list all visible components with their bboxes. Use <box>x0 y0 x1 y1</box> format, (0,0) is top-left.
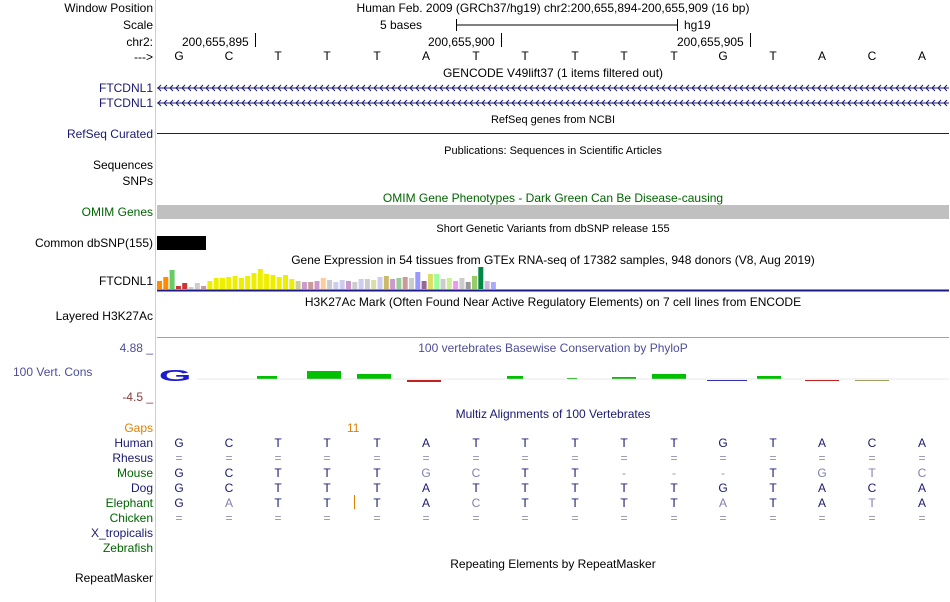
omim-label[interactable]: OMIM Genes <box>81 205 153 219</box>
gtex-tissue-bar[interactable] <box>403 277 408 289</box>
base: T <box>472 49 480 63</box>
alignment-base: = <box>769 451 777 465</box>
alignment-base: T <box>274 436 282 450</box>
alignment-base: = <box>719 451 727 465</box>
tick-mark-2 <box>501 33 502 47</box>
alignment-base: T <box>868 496 876 510</box>
gtex-tissue-bar[interactable] <box>447 278 452 289</box>
alignment-base: G <box>174 466 184 480</box>
gaps-value: 11 <box>347 421 360 435</box>
refseq-feature[interactable] <box>157 133 949 134</box>
alignment-base: A <box>421 481 430 495</box>
window-position-value: Human Feb. 2009 (GRCh37/hg19) chr2:200,655,894-200,655,909 (16 bp) <box>356 1 750 15</box>
gtex-tissue-bar[interactable] <box>207 281 212 289</box>
alignment-base: T <box>769 436 777 450</box>
alignment-base: T <box>620 436 628 450</box>
base: G <box>718 49 728 63</box>
alignment-base: C <box>867 481 877 495</box>
alignment-base: A <box>917 481 926 495</box>
tick-label-3: 200,655,905 <box>677 35 744 49</box>
species-label-elephant[interactable]: Elephant <box>105 496 153 510</box>
gtex-expression-bars[interactable] <box>157 266 949 292</box>
alignment-base: T <box>373 496 381 510</box>
alignment-base: T <box>620 481 628 495</box>
alignment-base: = <box>769 511 777 525</box>
gtex-tissue-bar[interactable] <box>233 276 238 289</box>
dbsnp-label[interactable]: Common dbSNP(155) <box>34 236 153 250</box>
alignment-base: G <box>817 466 827 480</box>
repeatmasker-label[interactable]: RepeatMasker <box>74 571 153 585</box>
species-label-human[interactable]: Human <box>114 436 153 450</box>
alignment-base: = <box>868 511 876 525</box>
alignment-base: = <box>175 451 183 465</box>
phylop-ymin: -4.5 _ <box>122 390 153 404</box>
alignment-base: C <box>471 466 481 480</box>
tick-label-2: 200,655,900 <box>428 35 495 49</box>
alignment-base: T <box>769 466 777 480</box>
gtex-tissue-bar[interactable] <box>459 278 464 289</box>
gtex-tissue-bar[interactable] <box>390 279 395 289</box>
alignment-base: C <box>224 466 234 480</box>
refseq-track-title: RefSeq genes from NCBI <box>490 114 616 126</box>
alignment-base: T <box>571 481 579 495</box>
scale-value: 5 bases <box>380 18 423 32</box>
alignment-base: = <box>225 511 233 525</box>
alignment-base: T <box>323 436 331 450</box>
scale-label: Scale <box>122 18 153 32</box>
alignment-base: = <box>472 511 480 525</box>
alignment-base: = <box>521 451 529 465</box>
alignment-base: A <box>421 436 430 450</box>
gtex-tissue-bar[interactable] <box>409 278 414 289</box>
gtex-tissue-bar[interactable] <box>346 281 351 289</box>
alignment-base: C <box>471 496 481 510</box>
alignment-base: C <box>867 436 877 450</box>
alignment-base: T <box>373 436 381 450</box>
gtex-tissue-bar[interactable] <box>245 276 250 289</box>
alignment-base: T <box>323 481 331 495</box>
alignment-base: = <box>422 451 430 465</box>
species-label-zebrafish[interactable]: Zebrafish <box>102 541 153 555</box>
base: T <box>521 49 529 63</box>
publications-sequences-label[interactable]: Sequences <box>92 158 153 172</box>
gtex-tissue-bar[interactable] <box>491 282 496 289</box>
gtex-tissue-bar[interactable] <box>277 277 282 289</box>
repeatmasker-track-title: Repeating Elements by RepeatMasker <box>450 557 656 571</box>
alignment-base: = <box>274 511 282 525</box>
gtex-tissue-bar[interactable] <box>170 270 175 289</box>
alignment-base: C <box>224 436 234 450</box>
gtex-tissue-bar[interactable] <box>321 278 326 289</box>
alignment-base: T <box>521 496 529 510</box>
alignment-base: - <box>721 466 725 480</box>
gtex-tissue-bar[interactable] <box>384 276 389 289</box>
alignment-base: T <box>769 496 777 510</box>
gtex-tissue-bar[interactable] <box>252 273 257 289</box>
alignment-base: T <box>769 481 777 495</box>
base: C <box>224 49 234 63</box>
alignment-base: T <box>521 481 529 495</box>
gtex-tissue-bar[interactable] <box>270 275 275 289</box>
species-label-chicken[interactable]: Chicken <box>109 511 153 525</box>
gtex-tissue-bar[interactable] <box>302 282 307 289</box>
gtex-tissue-bar[interactable] <box>472 276 477 289</box>
alignment-base: T <box>521 436 529 450</box>
phylop-track-title: 100 vertebrates Basewise Conservation by PhyloP <box>418 341 688 355</box>
alignment-base: = <box>620 511 628 525</box>
gtex-tissue-bar[interactable] <box>157 281 162 289</box>
base-sequence <box>0 49 950 63</box>
alignment-base: = <box>323 451 331 465</box>
alignment-base: T <box>571 466 579 480</box>
alignment-base: T <box>670 481 678 495</box>
alignment-base: = <box>274 451 282 465</box>
gtex-tissue-bar[interactable] <box>289 279 294 289</box>
gtex-tissue-bar[interactable] <box>485 281 490 289</box>
species-label-mouse[interactable]: Mouse <box>116 466 153 480</box>
base: G <box>174 49 184 63</box>
multiz-track-title: Multiz Alignments of 100 Vertebrates <box>455 407 651 421</box>
gtex-tissue-bar[interactable] <box>226 277 231 289</box>
gtex-tissue-bar[interactable] <box>396 278 401 289</box>
gtex-tissue-bar[interactable] <box>239 278 244 289</box>
alignment-base: G <box>174 436 184 450</box>
alignment-base: A <box>817 481 826 495</box>
alignment-base: = <box>670 511 678 525</box>
gtex-tissue-bar[interactable] <box>340 280 345 289</box>
alignment-base: G <box>718 481 728 495</box>
alignment-base: A <box>718 496 727 510</box>
alignment-base: T <box>274 466 282 480</box>
alignment-base: = <box>918 511 926 525</box>
alignment-base: C <box>917 466 927 480</box>
alignment-base: = <box>472 451 480 465</box>
phylop-conservation-plot[interactable] <box>157 362 949 392</box>
gtex-tissue-bar[interactable] <box>352 282 357 289</box>
gtex-tissue-bar[interactable] <box>315 281 320 289</box>
alignment-base: = <box>918 451 926 465</box>
gtex-tissue-bar[interactable] <box>189 287 194 289</box>
h3k27ac-track-title: H3K27Ac Mark (Often Found Near Active Regulatory Elements) on 7 cell lines from ENCODE <box>304 295 802 309</box>
alignment-base: G <box>174 481 184 495</box>
base: C <box>867 49 877 63</box>
alignment-base: A <box>917 436 926 450</box>
gtex-tissue-bar[interactable] <box>415 272 420 289</box>
gtex-tissue-bar[interactable] <box>296 281 301 289</box>
omim-track-title: OMIM Gene Phenotypes - Dark Green Can Be Disease-causing <box>382 191 724 205</box>
refseq-label[interactable]: RefSeq Curated <box>66 127 153 141</box>
phylop-ymax: 4.88 _ <box>119 341 153 355</box>
gtex-tissue-bar[interactable] <box>201 286 206 289</box>
omim-feature-bar[interactable] <box>157 205 949 219</box>
alignment-base: A <box>421 496 430 510</box>
alignment-base: G <box>718 436 728 450</box>
gtex-tissue-bar[interactable] <box>308 282 313 289</box>
h3k27ac-baseline <box>157 337 949 338</box>
alignment-base: A <box>817 436 826 450</box>
alignment-base: T <box>620 496 628 510</box>
alignment-base: T <box>323 496 331 510</box>
alignment-base: T <box>670 436 678 450</box>
gtex-tissue-bar[interactable] <box>195 283 200 289</box>
alignment-base: A <box>817 496 826 510</box>
gtex-tissue-bar[interactable] <box>163 277 168 289</box>
publications-track-title: Publications: Sequences in Scientific Articles <box>444 145 662 157</box>
chr-label: chr2: <box>126 35 153 49</box>
gtex-label[interactable]: FTCDNL1 <box>98 274 153 288</box>
tick-mark-3 <box>750 33 751 47</box>
gtex-tissue-bar[interactable] <box>453 281 458 289</box>
alignment-base: T <box>472 436 480 450</box>
alignment-base: = <box>323 511 331 525</box>
species-label-x_tropicalis[interactable]: X_tropicalis <box>90 526 153 540</box>
gencode-item-1-feature[interactable] <box>157 81 949 95</box>
gtex-tissue-bar[interactable] <box>441 279 446 289</box>
gtex-tissue-bar[interactable] <box>333 282 338 289</box>
alignment-base: G <box>421 466 431 480</box>
base: T <box>373 49 381 63</box>
species-label-rhesus[interactable]: Rhesus <box>112 451 153 465</box>
gtex-tissue-bar[interactable] <box>214 278 219 289</box>
gencode-item-2-label[interactable]: FTCDNL1 <box>98 96 153 110</box>
phylop-label[interactable]: 100 Vert. Cons <box>13 365 93 379</box>
gtex-tissue-bar[interactable] <box>422 281 427 289</box>
gaps-label[interactable]: Gaps <box>124 421 153 435</box>
alignment-base: T <box>472 481 480 495</box>
alignment-base: = <box>373 451 381 465</box>
base: A <box>421 49 430 63</box>
gtex-tissue-bar[interactable] <box>258 269 263 289</box>
base: A <box>817 49 826 63</box>
base: A <box>917 49 926 63</box>
alignment-base: = <box>868 451 876 465</box>
alignment-base: T <box>373 466 381 480</box>
base: T <box>620 49 628 63</box>
tick-label-1: 200,655,895 <box>182 35 249 49</box>
scale-assembly: hg19 <box>684 18 711 32</box>
gtex-tissue-bar[interactable] <box>378 277 383 289</box>
gtex-track-title: Gene Expression in 54 tissues from GTEx RNA-seq of 17382 samples, 948 donors (V8, Aug 2019) <box>291 253 815 267</box>
alignment-base: = <box>373 511 381 525</box>
alignment-base: = <box>620 451 628 465</box>
alignment-base: T <box>521 466 529 480</box>
window-position-label: Window Position <box>64 1 153 15</box>
alignment-base: A <box>917 496 926 510</box>
gtex-tissue-bar[interactable] <box>264 274 269 289</box>
elephant-insertion-mark <box>354 495 355 509</box>
gtex-tissue-bar[interactable] <box>365 279 370 289</box>
gtex-tissue-bar[interactable] <box>327 280 332 289</box>
alignment-base: = <box>225 451 233 465</box>
species-label-dog[interactable]: Dog <box>130 481 153 495</box>
publications-snps-label[interactable]: SNPs <box>122 174 153 188</box>
tick-mark-1 <box>255 33 256 47</box>
alignment-base: T <box>274 496 282 510</box>
alignment-base: = <box>422 511 430 525</box>
alignment-base: T <box>373 481 381 495</box>
gtex-tissue-bar[interactable] <box>283 275 288 289</box>
phylop-logo-g: G <box>158 366 192 385</box>
dbsnp-variant-feature[interactable] <box>157 236 206 250</box>
alignment-base: = <box>571 511 579 525</box>
gtex-tissue-bar[interactable] <box>466 282 471 289</box>
gtex-tissue-bar[interactable] <box>478 267 483 289</box>
alignment-base: = <box>719 511 727 525</box>
alignment-base: = <box>818 451 826 465</box>
gtex-tissue-bar[interactable] <box>220 278 225 289</box>
gtex-tissue-bar[interactable] <box>182 283 187 289</box>
alignment-base: T <box>868 466 876 480</box>
alignment-base: T <box>571 436 579 450</box>
alignment-base: C <box>224 481 234 495</box>
gtex-tissue-bar[interactable] <box>176 286 181 289</box>
base: T <box>274 49 282 63</box>
base: T <box>769 49 777 63</box>
dbsnp-track-title: Short Genetic Variants from dbSNP release 155 <box>436 223 670 235</box>
alignment-base: T <box>274 481 282 495</box>
gtex-tissue-bar[interactable] <box>371 280 376 289</box>
gencode-item-2-feature[interactable] <box>157 96 949 110</box>
gencode-item-1-label[interactable]: FTCDNL1 <box>98 81 153 95</box>
scale-bar <box>456 18 680 32</box>
alignment-base: = <box>175 511 183 525</box>
alignment-base: G <box>174 496 184 510</box>
alignment-base: = <box>670 451 678 465</box>
gtex-tissue-bar[interactable] <box>434 274 439 289</box>
alignment-base: A <box>224 496 233 510</box>
alignment-base: - <box>622 466 626 480</box>
base: T <box>571 49 579 63</box>
alignment-base: T <box>571 496 579 510</box>
gtex-tissue-bar[interactable] <box>359 279 364 289</box>
alignment-base: - <box>672 466 676 480</box>
alignment-base: = <box>818 511 826 525</box>
base: T <box>323 49 331 63</box>
gencode-track-title: GENCODE V49lift37 (1 items filtered out) <box>442 66 664 80</box>
alignment-base: = <box>521 511 529 525</box>
h3k27ac-label[interactable]: Layered H3K27Ac <box>55 309 153 323</box>
strand-label: ---> <box>134 50 153 64</box>
base: T <box>670 49 678 63</box>
gtex-tissue-bar[interactable] <box>428 274 433 289</box>
alignment-base: T <box>670 496 678 510</box>
alignment-base: = <box>571 451 579 465</box>
alignment-base: T <box>323 466 331 480</box>
